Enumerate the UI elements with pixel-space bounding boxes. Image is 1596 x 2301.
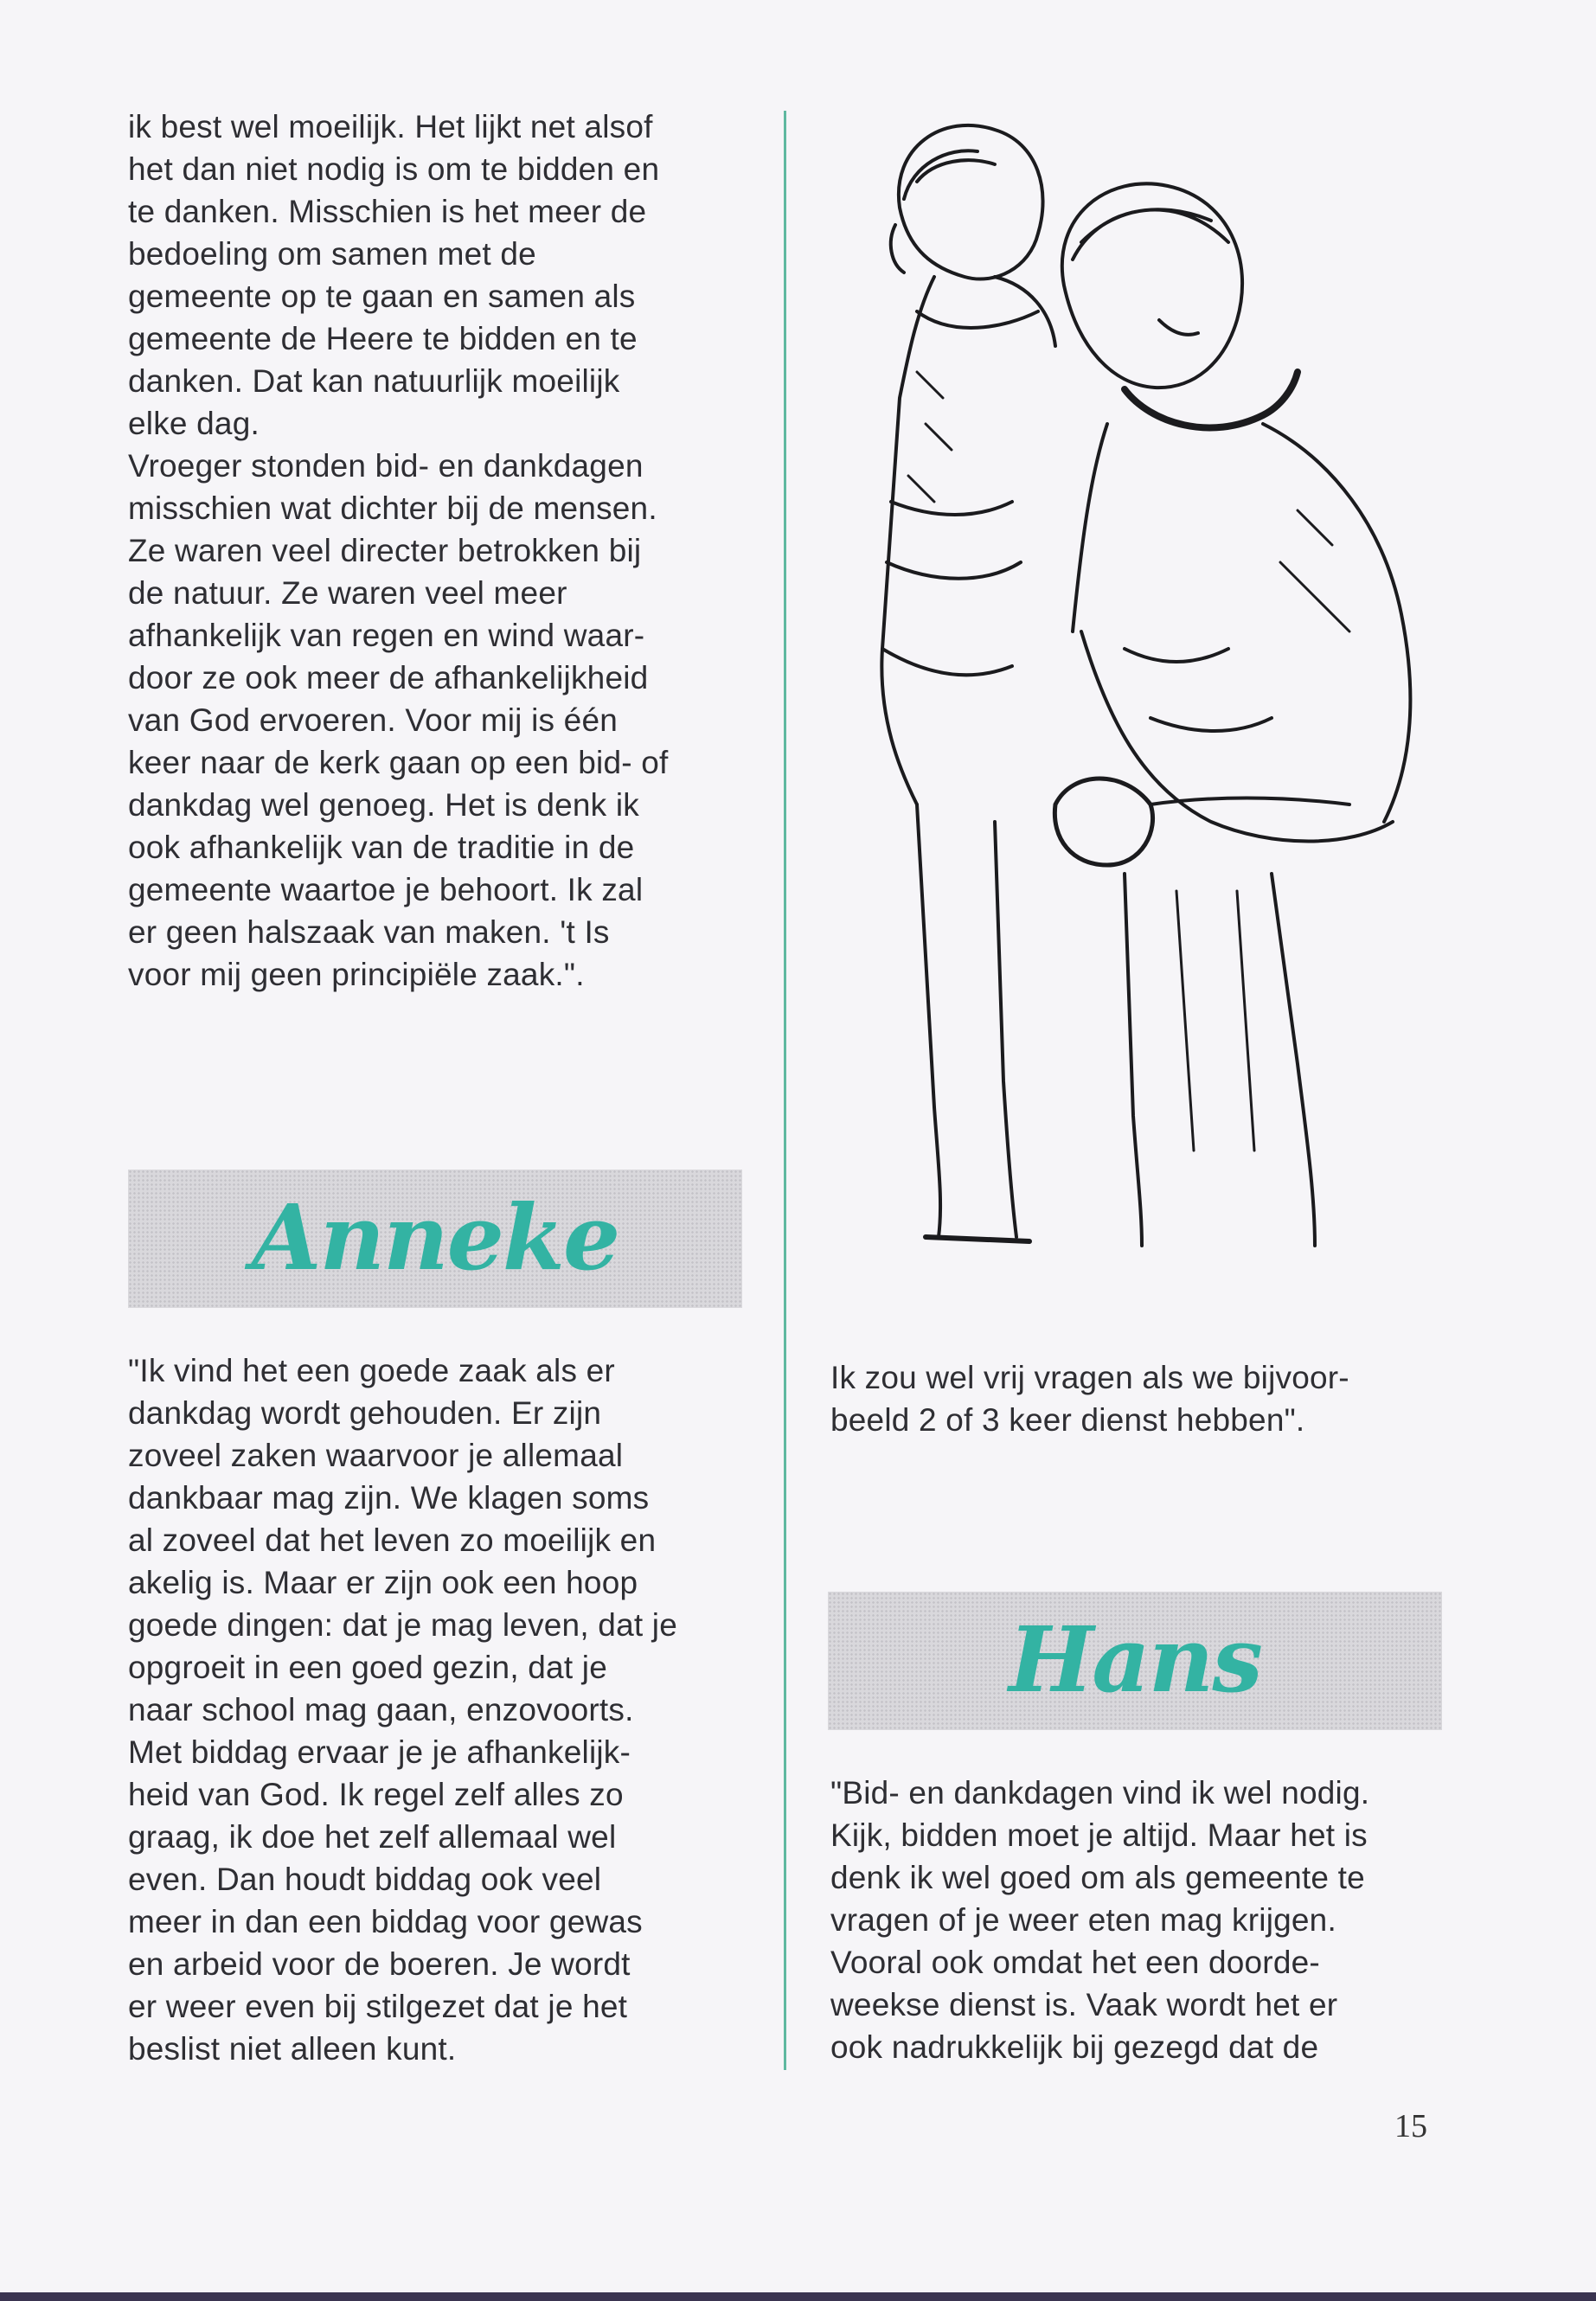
text-line: te danken. Misschien is het meer de [128,194,647,229]
text-line: elke dag. [128,406,260,441]
page-number: 15 [1394,2108,1427,2144]
text-line: al zoveel dat het leven zo moeilijk en [128,1522,657,1558]
text-line: keer naar de kerk gaan op een bid- of [128,745,669,780]
text-line: dankdag wel genoeg. Het is denk ik [128,787,639,823]
text-line: "Ik vind het een goede zaak als er [128,1353,615,1388]
text-line: afhankelijk van regen en wind waar- [128,618,645,653]
text-line: weekse dienst is. Vaak wordt het er [830,1987,1338,2022]
text-line: ook nadrukkelijk bij gezegd dat de [830,2029,1319,2065]
name-banner-hans [828,1592,1442,1730]
page-bottom-edge [0,2292,1596,2301]
text-line: heid van God. Ik regel zelf alles zo [128,1777,624,1812]
text-line: Kijk, bidden moet je altijd. Maar het is [830,1817,1368,1853]
text-line: gemeente op te gaan en samen als [128,279,636,314]
speaker-name: Hans [1009,1606,1261,1713]
text-line: Met biddag ervaar je je afhankelijk- [128,1734,631,1770]
text-line: vragen of je weer eten mag krijgen. [830,1902,1336,1938]
text-line: opgroeit in een goed gezin, dat je [128,1650,607,1685]
text-line: meer in dan een biddag voor gewas [128,1904,643,1939]
text-line: even. Dan houdt biddag ook veel [128,1862,602,1897]
two-young-men-sketch-icon [865,112,1427,1254]
right-column-bottom-text [830,1772,1453,2068]
text-line: Ze waren veel directer betrokken bij [128,533,642,568]
right-column-middle-text [830,1356,1453,1441]
text-line: het dan niet nodig is om te bidden en [128,151,660,187]
text-line: en arbeid voor de boeren. Je wordt [128,1946,631,1982]
text-line: akelig is. Maar er zijn ook een hoop [128,1565,638,1600]
text-line: Vroeger stonden bid- en dankdagen [128,448,644,484]
text-line: naar school mag gaan, enzovoorts. [128,1692,634,1727]
left-column-bottom-text [128,1349,751,2070]
text-line: door ze ook meer de afhankelijkheid [128,660,649,695]
left-column-top-text [128,106,751,996]
text-line: er geen halszaak van maken. 't Is [128,914,610,950]
speaker-name: Anneke [251,1184,619,1291]
text-line: dankbaar mag zijn. We klagen soms [128,1480,650,1516]
text-line: "Bid- en dankdagen vind ik wel nodig. [830,1775,1370,1811]
text-line: denk ik wel goed om als gemeente te [830,1860,1365,1895]
text-line: goede dingen: dat je mag leven, dat je [128,1607,678,1643]
text-line: van God ervoeren. Voor mij is één [128,702,619,738]
text-line: ook afhankelijk van de traditie in de [128,830,635,865]
text-line: bedoeling om samen met de [128,236,536,272]
text-line: gemeente de Heere te bidden en te [128,321,638,356]
text-line: gemeente waartoe je behoort. Ik zal [128,872,644,907]
text-line: misschien wat dichter bij de mensen. [128,490,657,526]
text-line: dankdag wordt gehouden. Er zijn [128,1395,602,1431]
text-line: graag, ik doe het zelf allemaal wel [128,1819,617,1855]
text-line: beslist niet alleen kunt. [128,2031,457,2067]
name-banner-anneke [128,1170,742,1308]
text-line: voor mij geen principiële zaak.". [128,957,585,992]
column-divider [784,111,786,2070]
text-line: zoveel zaken waarvoor je allemaal [128,1438,624,1473]
text-line: er weer even bij stilgezet dat je het [128,1989,628,2024]
text-line: Vooral ook omdat het een doorde- [830,1945,1320,1980]
text-line: de natuur. Ze waren veel meer [128,575,567,611]
text-line: Ik zou wel vrij vragen als we bijvoor- [830,1360,1349,1395]
text-line: ik best wel moeilijk. Het lijkt net alsof [128,109,653,144]
text-line: danken. Dat kan natuurlijk moeilijk [128,363,620,399]
text-line: beeld 2 of 3 keer dienst hebben". [830,1402,1305,1438]
